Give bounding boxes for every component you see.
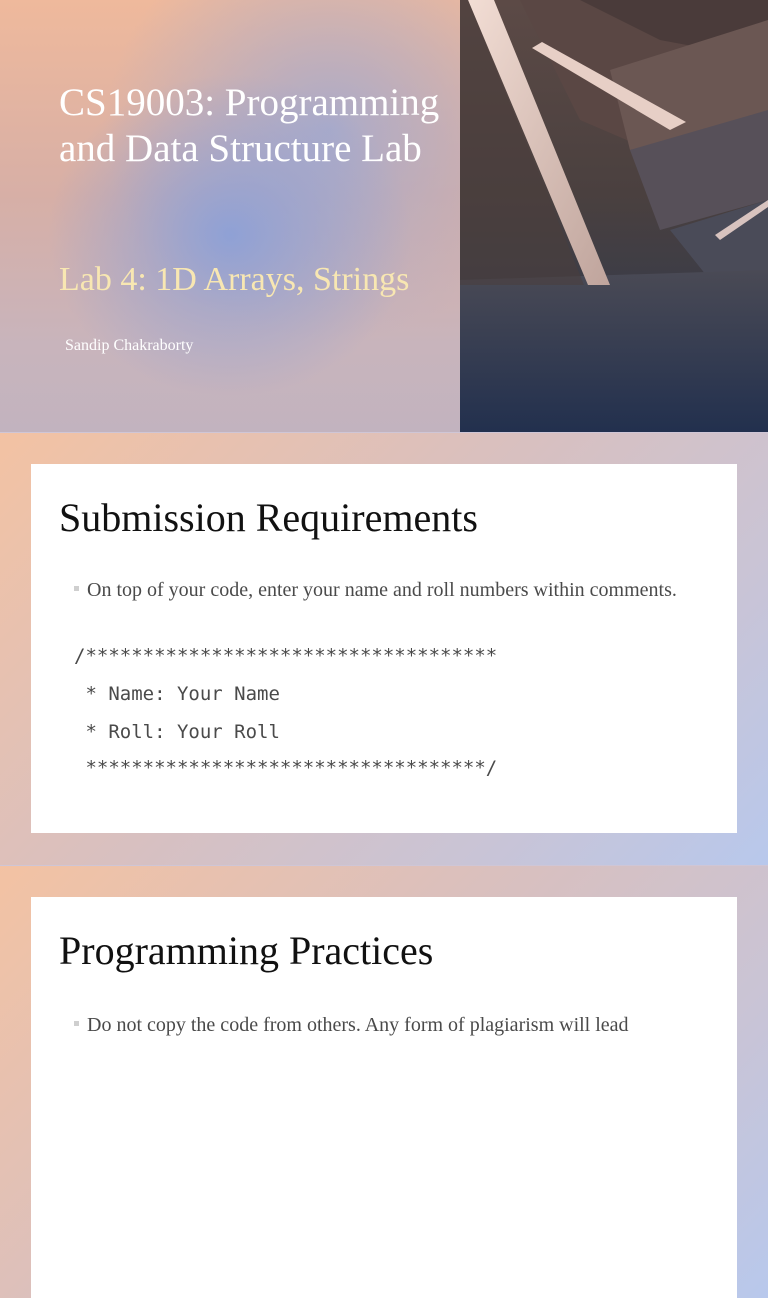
slide-heading: Programming Practices xyxy=(59,928,434,973)
title-slide xyxy=(0,0,768,432)
code-line: /************************************ xyxy=(74,645,498,667)
bullet-marker-icon xyxy=(74,586,79,591)
content-card xyxy=(31,464,737,833)
author-name: Sandip Chakraborty xyxy=(65,337,194,354)
bullet-item xyxy=(87,575,687,605)
submission-requirements-slide xyxy=(0,433,768,865)
slide-subtitle: Lab 4: 1D Arrays, Strings xyxy=(59,261,410,298)
code-line: * Roll: Your Roll xyxy=(74,721,280,743)
code-line: * Name: Your Name xyxy=(74,683,280,705)
bullet-text: Do not copy the code from others. Any form of plagiarism will lead xyxy=(87,1014,629,1036)
programming-practices-slide xyxy=(0,866,768,1298)
slide-heading: Submission Requirements xyxy=(59,495,478,540)
slide-title: CS19003: Programming and Data Structure Lab xyxy=(59,81,440,170)
bullet-text: On top of your code, enter your name and roll numbers within comments. xyxy=(87,579,677,601)
content-card xyxy=(31,897,737,1298)
architecture-photo xyxy=(460,0,768,432)
bullet-item xyxy=(87,1010,727,1040)
abstract-architecture-image xyxy=(460,0,768,432)
code-line: ***********************************/ xyxy=(74,757,498,779)
